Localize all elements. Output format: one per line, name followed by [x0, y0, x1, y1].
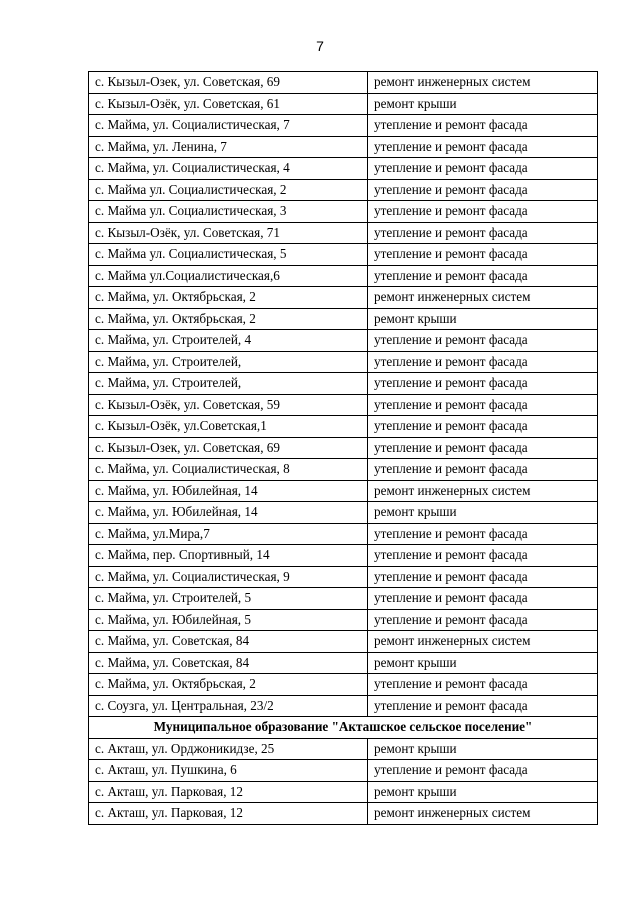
table-row [89, 308, 598, 330]
table-row [89, 265, 598, 287]
address-cell: с. Майма, пер. Спортивный, 14 [89, 545, 368, 567]
work-type-cell: утепление и ремонт фасада [368, 201, 598, 223]
address-cell: с. Майма ул. Социалистическая, 2 [89, 179, 368, 201]
address-cell: с. Кызыл-Озёк, ул. Советская, 59 [89, 394, 368, 416]
address-cell: с. Акташ, ул. Парковая, 12 [89, 781, 368, 803]
address-cell: с. Майма, ул. Социалистическая, 7 [89, 115, 368, 137]
work-type-cell: утепление и ремонт фасада [368, 244, 598, 266]
work-type-cell: ремонт инженерных систем [368, 287, 598, 309]
address-cell: с. Акташ, ул. Парковая, 12 [89, 803, 368, 825]
table-row [89, 631, 598, 653]
work-type-cell: утепление и ремонт фасада [368, 222, 598, 244]
table-row [89, 115, 598, 137]
section-header-row [89, 717, 598, 739]
table-row [89, 609, 598, 631]
address-work-table [88, 71, 598, 825]
work-type-cell: утепление и ремонт фасада [368, 179, 598, 201]
address-cell: с. Майма, ул. Социалистическая, 8 [89, 459, 368, 481]
work-type-cell: утепление и ремонт фасада [368, 115, 598, 137]
address-cell: с. Майма, ул. Социалистическая, 9 [89, 566, 368, 588]
work-type-cell: утепление и ремонт фасада [368, 523, 598, 545]
table-row [89, 695, 598, 717]
address-cell: с. Кызыл-Озек, ул. Советская, 69 [89, 437, 368, 459]
address-cell: с. Акташ, ул. Пушкина, 6 [89, 760, 368, 782]
address-cell: с. Майма, ул. Октябрьская, 2 [89, 674, 368, 696]
address-cell: с. Кызыл-Озёк, ул. Советская, 71 [89, 222, 368, 244]
address-cell: с. Кызыл-Озёк, ул. Советская, 61 [89, 93, 368, 115]
table-row [89, 222, 598, 244]
work-type-cell: утепление и ремонт фасада [368, 330, 598, 352]
work-type-cell: утепление и ремонт фасада [368, 459, 598, 481]
table-row [89, 179, 598, 201]
work-type-cell: утепление и ремонт фасада [368, 566, 598, 588]
address-cell: с. Майма, ул. Юбилейная, 14 [89, 502, 368, 524]
table-body [89, 72, 598, 825]
table-row [89, 158, 598, 180]
address-cell: с. Майма, ул. Советская, 84 [89, 631, 368, 653]
address-cell: с. Майма, ул. Строителей, 5 [89, 588, 368, 610]
address-cell: с. Майма, ул. Октябрьская, 2 [89, 287, 368, 309]
address-cell: с. Майма, ул. Октябрьская, 2 [89, 308, 368, 330]
table-row [89, 93, 598, 115]
table-row [89, 803, 598, 825]
table-row [89, 201, 598, 223]
address-cell: с. Майма ул. Социалистическая, 3 [89, 201, 368, 223]
table-row [89, 394, 598, 416]
address-cell: с. Майма, ул. Строителей, [89, 373, 368, 395]
address-cell: с. Майма, ул. Строителей, [89, 351, 368, 373]
table-row [89, 545, 598, 567]
table-row [89, 760, 598, 782]
work-type-cell: утепление и ремонт фасада [368, 394, 598, 416]
page-number: 7 [316, 38, 324, 54]
address-cell: с. Майма ул. Социалистическая, 5 [89, 244, 368, 266]
address-cell: с. Майма, ул. Юбилейная, 5 [89, 609, 368, 631]
address-cell: с. Акташ, ул. Орджоникидзе, 25 [89, 738, 368, 760]
table-row [89, 136, 598, 158]
address-cell: с. Майма, ул.Мира,7 [89, 523, 368, 545]
work-type-cell: ремонт крыши [368, 781, 598, 803]
work-type-cell: утепление и ремонт фасада [368, 416, 598, 438]
work-type-cell: утепление и ремонт фасада [368, 588, 598, 610]
address-cell: с. Майма, ул. Строителей, 4 [89, 330, 368, 352]
table-row [89, 459, 598, 481]
section-title: Муниципальное образование "Акташское сельское поселение" [89, 717, 598, 739]
work-type-cell: ремонт инженерных систем [368, 631, 598, 653]
address-cell: с. Майма, ул. Юбилейная, 14 [89, 480, 368, 502]
address-cell: с. Майма, ул. Советская, 84 [89, 652, 368, 674]
work-type-cell: утепление и ремонт фасада [368, 158, 598, 180]
work-type-cell: ремонт крыши [368, 308, 598, 330]
address-cell: с. Соузга, ул. Центральная, 23/2 [89, 695, 368, 717]
work-type-cell: утепление и ремонт фасада [368, 545, 598, 567]
table-row [89, 502, 598, 524]
address-cell: с. Майма, ул. Ленина, 7 [89, 136, 368, 158]
table-row [89, 72, 598, 94]
work-type-cell: ремонт крыши [368, 738, 598, 760]
work-type-cell: ремонт крыши [368, 93, 598, 115]
work-type-cell: ремонт инженерных систем [368, 480, 598, 502]
address-cell: с. Майма, ул. Социалистическая, 4 [89, 158, 368, 180]
address-cell: с. Майма ул.Социалистическая,6 [89, 265, 368, 287]
table-row [89, 523, 598, 545]
table-row [89, 652, 598, 674]
table-row [89, 373, 598, 395]
work-type-cell: утепление и ремонт фасада [368, 760, 598, 782]
work-type-cell: утепление и ремонт фасада [368, 609, 598, 631]
work-type-cell: утепление и ремонт фасада [368, 136, 598, 158]
address-cell: с. Кызыл-Озёк, ул.Советская,1 [89, 416, 368, 438]
table-row [89, 437, 598, 459]
work-type-cell: ремонт инженерных систем [368, 72, 598, 94]
table-row [89, 738, 598, 760]
work-type-cell: утепление и ремонт фасада [368, 351, 598, 373]
table-row [89, 244, 598, 266]
table-row [89, 781, 598, 803]
work-type-cell: ремонт крыши [368, 652, 598, 674]
address-cell: с. Кызыл-Озек, ул. Советская, 69 [89, 72, 368, 94]
work-type-cell: ремонт крыши [368, 502, 598, 524]
table-row [89, 330, 598, 352]
table-row [89, 588, 598, 610]
work-type-cell: утепление и ремонт фасада [368, 695, 598, 717]
table-row [89, 480, 598, 502]
work-type-cell: утепление и ремонт фасада [368, 674, 598, 696]
work-type-cell: ремонт инженерных систем [368, 803, 598, 825]
table-row [89, 566, 598, 588]
work-type-cell: утепление и ремонт фасада [368, 373, 598, 395]
work-type-cell: утепление и ремонт фасада [368, 437, 598, 459]
table-row [89, 416, 598, 438]
table-row [89, 351, 598, 373]
table-row [89, 674, 598, 696]
table-row [89, 287, 598, 309]
work-type-cell: утепление и ремонт фасада [368, 265, 598, 287]
